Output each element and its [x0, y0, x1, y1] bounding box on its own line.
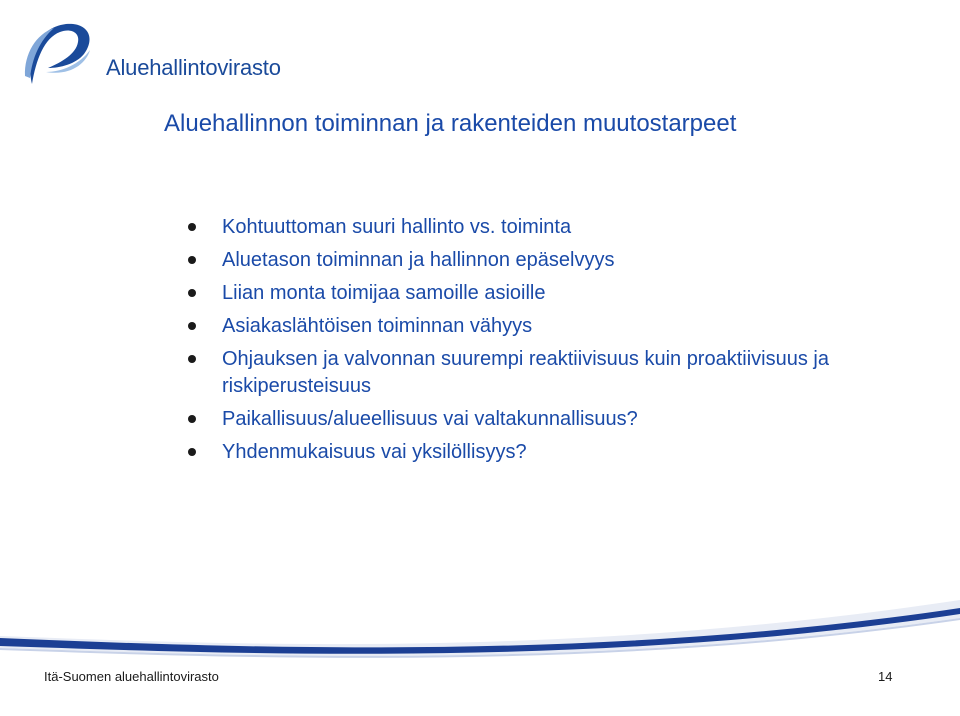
logo-text: Aluehallintovirasto	[106, 55, 281, 80]
bullet-item: Yhdenmukaisuus vai yksilöllisyys?	[188, 439, 928, 466]
bullet-dot-icon	[188, 448, 196, 456]
bullet-dot-icon	[188, 355, 196, 363]
page-number: 14	[878, 669, 893, 684]
bullet-dot-icon	[188, 322, 196, 330]
bullet-item: Kohtuuttoman suuri hallinto vs. toiminta	[188, 214, 928, 241]
bullet-item: Liian monta toimijaa samoille asioille	[188, 280, 928, 307]
bullet-item: Paikallisuus/alueellisuus vai valtakunnallisuus?	[188, 406, 928, 433]
bullet-dot-icon	[188, 223, 196, 231]
bullet-item: Ohjauksen ja valvonnan suurempi reaktiivisuus kuin proaktiivisuus ja riskiperusteisuus	[188, 346, 928, 400]
bullet-item: Aluetason toiminnan ja hallinnon epäselvyys	[188, 247, 928, 274]
bullet-dot-icon	[188, 256, 196, 264]
bullet-dot-icon	[188, 289, 196, 297]
bullet-list	[188, 214, 928, 472]
bullet-item: Asiakaslähtöisen toiminnan vähyys	[188, 313, 928, 340]
footer-organization: Itä-Suomen aluehallintovirasto	[44, 669, 219, 684]
bullet-dot-icon	[188, 415, 196, 423]
logo	[22, 18, 282, 88]
footer-wave	[0, 600, 960, 716]
slide-title: Aluehallinnon toiminnan ja rakenteiden muutostarpeet	[164, 110, 737, 137]
avi-logo-icon	[22, 18, 102, 88]
